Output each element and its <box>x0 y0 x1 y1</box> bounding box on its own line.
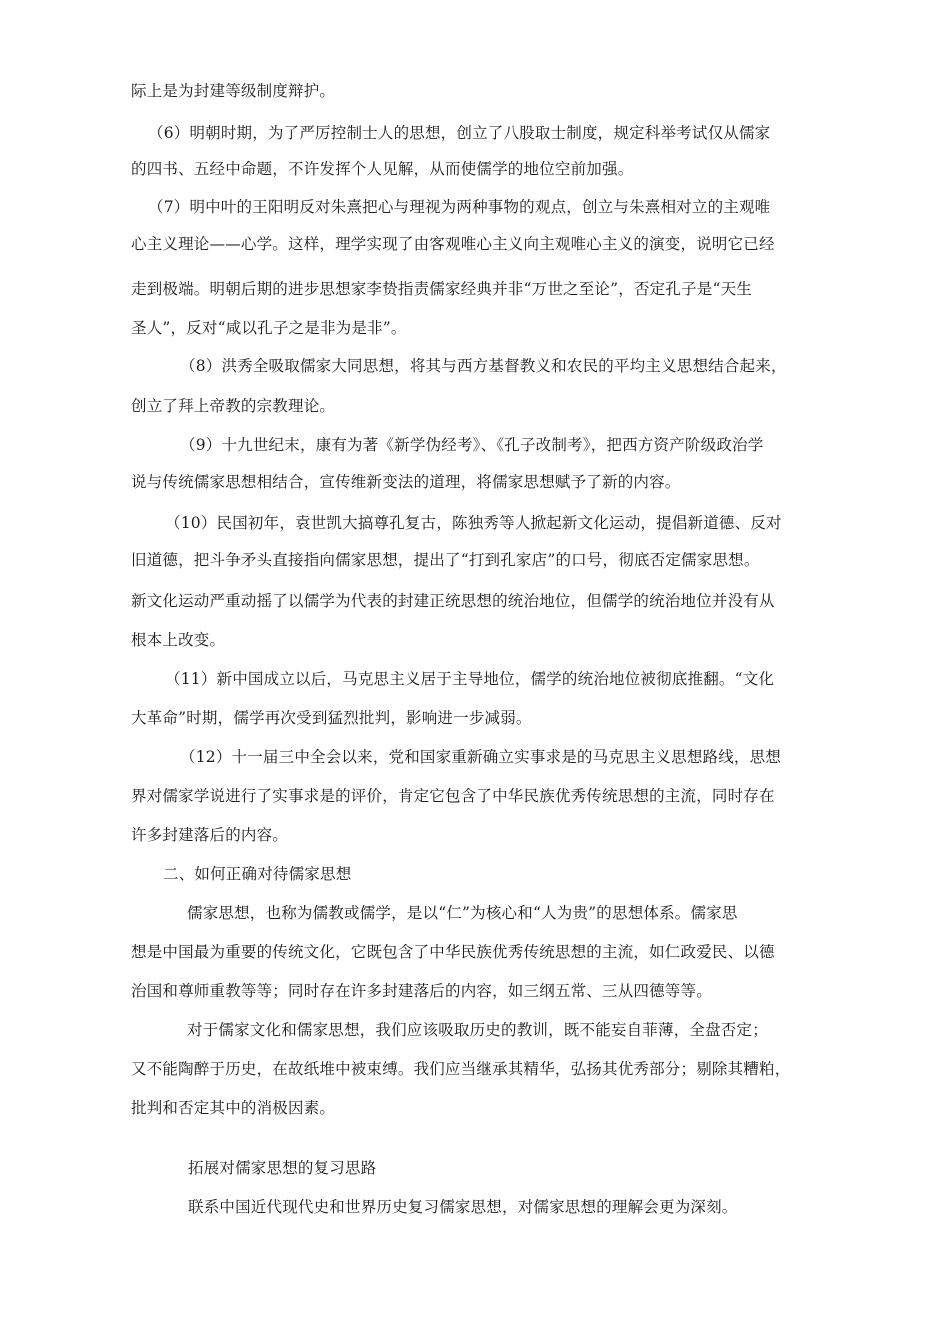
text-line: 联系中国近代现代史和世界历史复习儒家思想，对儒家思想的理解会更为深刻。 <box>188 1198 738 1216</box>
text-line: 际上是为封建等级制度辩护。 <box>131 82 336 100</box>
text-line: 心主义理论——心学。这样，理学实现了由客观唯心主义向主观唯心主义的演变，说明它已经 <box>131 235 775 253</box>
text-line: （9）十九世纪末，康有为著《新学伪经考》、《孔子改制考》，把西方资产阶级政治学 <box>180 436 764 454</box>
text-line: 儒家思想，也称为儒教或儒学，是以“仁”为核心和“人为贵”的思想体系。儒家思 <box>187 904 738 922</box>
text-line: 旧道德，把斗争矛头直接指向儒家思想，提出了“打到孔家店”的口号，彻底否定儒家思想。 <box>131 551 760 569</box>
text-line: 新文化运动严重动摇了以儒学为代表的封建正统思想的统治地位，但儒学的统治地位并没有从 <box>131 592 775 610</box>
text-line: （11）新中国成立以后，马克思主义居于主导地位，儒学的统治地位被彻底推翻。“文化 <box>165 670 775 688</box>
text-line: 根本上改变。 <box>131 631 226 649</box>
text-line: 许多封建落后的内容。 <box>131 826 289 844</box>
text-line: 想是中国最为重要的传统文化，它既包含了中华民族优秀传统思想的主流，如仁政爱民、以德 <box>131 943 775 961</box>
text-line: 圣人”，反对“咸以孔子之是非为是非”。 <box>131 319 407 337</box>
text-line: （6）明朝时期，为了严厉控制士人的思想，创立了八股取士制度，规定科举考试仅从儒家 <box>148 124 771 142</box>
text-line: 批判和否定其中的消极因素。 <box>131 1099 336 1117</box>
text-line: （10）民国初年，袁世凯大搞尊孔复古，陈独秀等人掀起新文化运动，提倡新道德、反对 <box>165 514 782 532</box>
text-line: （8）洪秀全吸取儒家大同思想，将其与西方基督教义和农民的平均主义思想结合起来， <box>180 357 787 375</box>
text-line: 走到极端。明朝后期的进步思想家李贽指责儒家经典并非“万世之至论”，否定孔子是“天生 <box>131 280 752 298</box>
section-heading: 二、如何正确对待儒家思想 <box>163 865 352 883</box>
text-line: 对于儒家文化和儒家思想，我们应该吸取历史的教训，既不能妄自菲薄，全盘否定； <box>187 1021 768 1039</box>
text-line: 创立了拜上帝教的宗教理论。 <box>131 397 336 415</box>
text-line: （12）十一届三中全会以来，党和国家重新确立实事求是的马克思主义思想路线，思想 <box>180 748 782 766</box>
text-line: 治国和尊师重教等等；同时存在许多封建落后的内容，如三纲五常、三从四德等等。 <box>131 982 712 1000</box>
text-line: （7）明中叶的王阳明反对朱熹把心与理视为两种事物的观点，创立与朱熹相对立的主观唯 <box>148 198 771 216</box>
section-heading: 拓展对儒家思想的复习思路 <box>188 1159 377 1177</box>
text-line: 大革命”时期，儒学再次受到猛烈批判，影响进一步减弱。 <box>131 709 532 727</box>
text-line: 的四书、五经中命题，不许发挥个人见解，从而使儒学的地位空前加强。 <box>131 160 634 178</box>
text-line: 又不能陶醉于历史，在故纸堆中被束缚。我们应当继承其精华，弘扬其优秀部分；剔除其糟粕， <box>131 1060 791 1078</box>
text-line: 界对儒家学说进行了实事求是的评价，肯定它包含了中华民族优秀传统思想的主流，同时存在 <box>131 787 775 805</box>
text-line: 说与传统儒家思想相结合，宣传维新变法的道理，将儒家思想赋予了新的内容。 <box>131 473 681 491</box>
